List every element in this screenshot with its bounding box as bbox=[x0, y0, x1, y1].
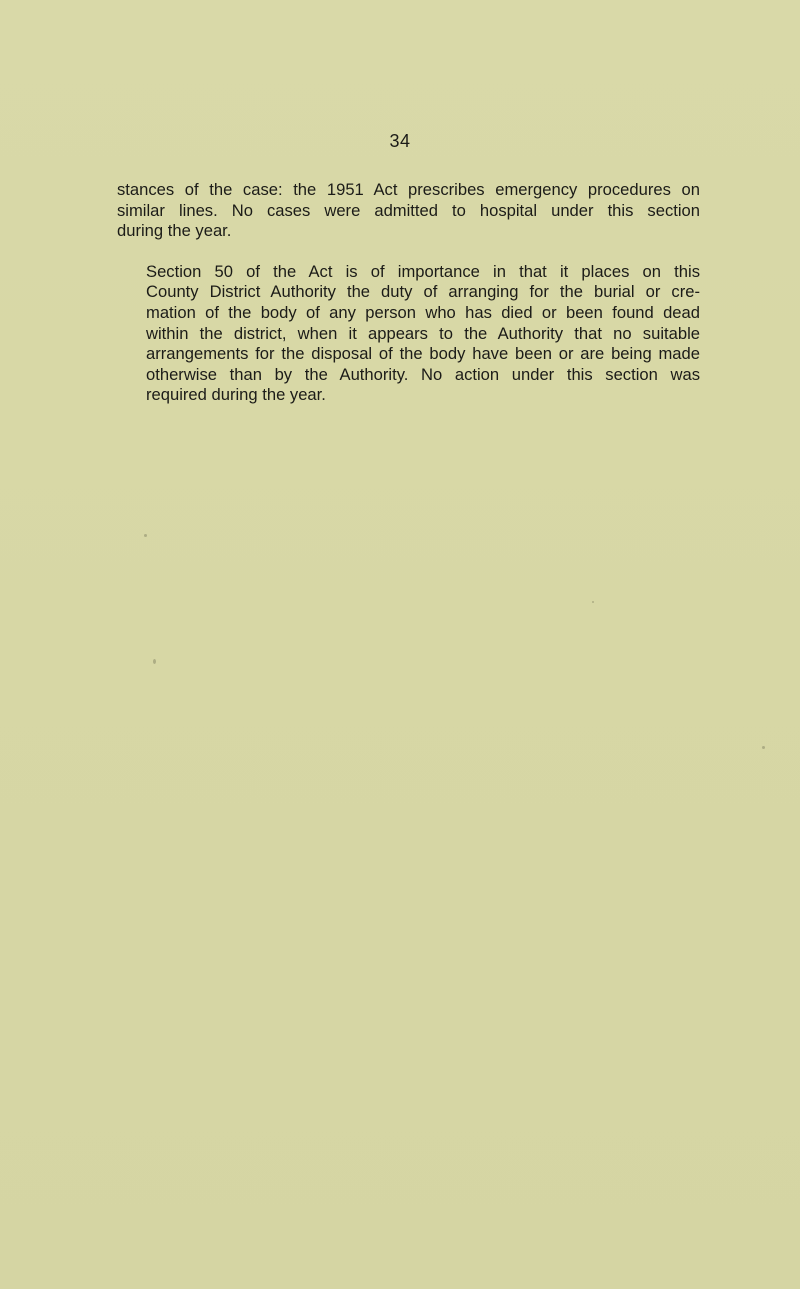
text-line: stances of the case: the 1951 Act prescribes emergency procedures on bbox=[117, 180, 700, 199]
text-line: Section 50 of the Act is of importance in that it places on this bbox=[146, 261, 700, 281]
text-line: mation of the body of any person who has died or been found dead bbox=[146, 302, 700, 322]
text-line: arrangements for the disposal of the body have been or are being made bbox=[146, 344, 700, 364]
body-text bbox=[117, 180, 700, 406]
paper-speck bbox=[153, 659, 156, 664]
text-line: during the year. bbox=[117, 221, 232, 241]
paragraph-2 bbox=[117, 262, 700, 406]
paper-speck bbox=[762, 746, 765, 749]
text-line: within the district, when it appears to the Authority that no suitable bbox=[146, 323, 700, 343]
text-line: County District Authority the duty of arranging for the burial or cre- bbox=[146, 282, 700, 302]
paper-speck bbox=[144, 534, 147, 537]
page-number: 34 bbox=[389, 131, 411, 151]
text-line: otherwise than by the Authority. No action under this section was bbox=[146, 364, 700, 384]
paragraph-1 bbox=[117, 180, 700, 242]
paper-speck bbox=[592, 601, 594, 603]
text-line: required during the year. bbox=[146, 385, 326, 405]
text-line: similar lines. No cases were admitted to hospital under this section bbox=[117, 200, 700, 220]
